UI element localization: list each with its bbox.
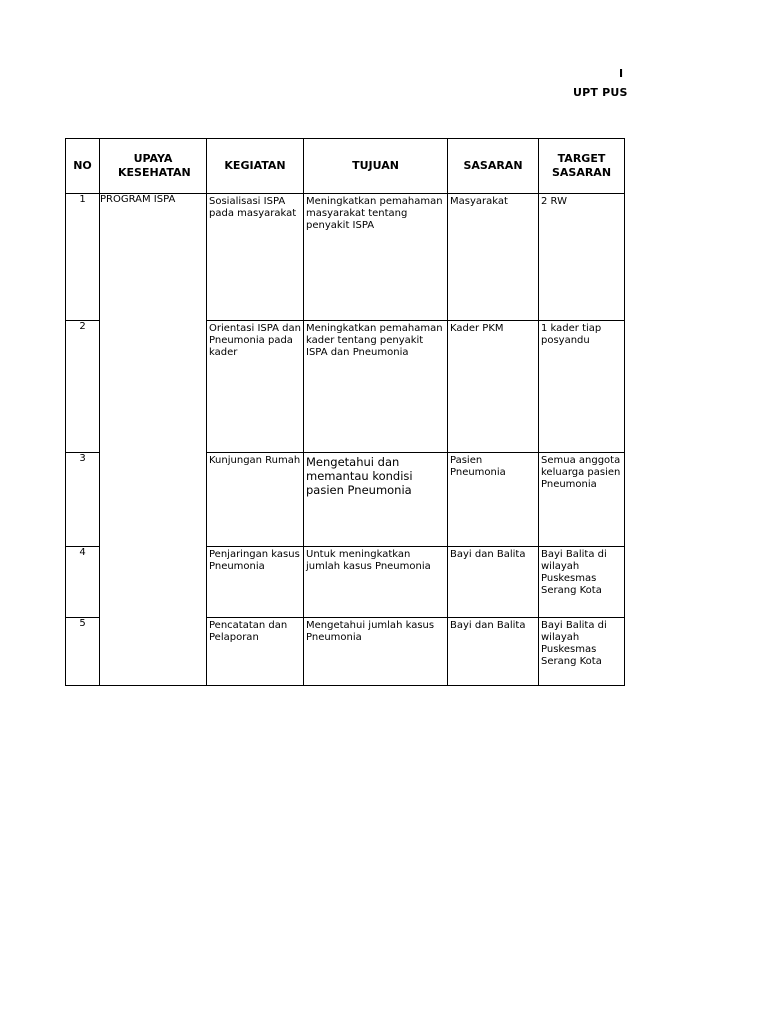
col-header-target-label: TARGET SASARAN xyxy=(551,152,612,179)
tujuan-text: Mengetahui dan memantau kondisi pasien Pneumonia xyxy=(306,455,413,497)
tujuan-text: Meningkatkan pemahaman kader tentang penyakit ISPA dan Pneumonia xyxy=(306,323,443,358)
sasaran-cell xyxy=(448,194,539,321)
row-number: 5 xyxy=(66,618,100,686)
row-number: 2 xyxy=(66,321,100,453)
kegiatan-cell xyxy=(207,453,304,547)
table-header-row xyxy=(66,139,625,194)
table-row xyxy=(66,194,625,321)
tujuan-cell xyxy=(304,547,448,618)
col-header-tujuan: TUJUAN xyxy=(304,139,448,194)
sasaran-text: Bayi dan Balita xyxy=(450,620,526,631)
tujuan-text: Mengetahui jumlah kasus Pneumonia xyxy=(306,620,435,643)
kegiatan-cell xyxy=(207,194,304,321)
kegiatan-cell xyxy=(207,618,304,686)
tujuan-text: Meningkatkan pemahaman masyarakat tentang penyakit ISPA xyxy=(306,196,443,231)
target-text: 2 RW xyxy=(541,196,567,207)
target-text: 1 kader tiap posyandu xyxy=(541,323,602,346)
tujuan-cell xyxy=(304,453,448,547)
target-cell xyxy=(539,453,625,547)
target-cell xyxy=(539,194,625,321)
tujuan-cell xyxy=(304,194,448,321)
tujuan-text: Untuk meningkatkan jumlah kasus Pneumonia xyxy=(306,549,431,572)
kegiatan-text: Penjaringan kasus Pneumonia xyxy=(209,549,300,572)
sasaran-text: Masyarakat xyxy=(450,196,508,207)
kegiatan-text: Pencatatan dan Pelaporan xyxy=(209,620,288,643)
tujuan-cell xyxy=(304,321,448,453)
sasaran-cell xyxy=(448,453,539,547)
program-table xyxy=(65,138,625,686)
kegiatan-cell xyxy=(207,321,304,453)
tujuan-cell xyxy=(304,618,448,686)
target-text: Bayi Balita di wilayah Puskesmas Serang Kota xyxy=(541,549,607,596)
program-name: PROGRAM ISPA xyxy=(100,194,207,686)
target-cell xyxy=(539,547,625,618)
target-cell xyxy=(539,618,625,686)
col-header-kegiatan: KEGIATAN xyxy=(207,139,304,194)
col-header-sasaran: SASARAN xyxy=(448,139,539,194)
target-cell xyxy=(539,321,625,453)
col-header-upaya xyxy=(100,139,207,194)
kegiatan-cell xyxy=(207,547,304,618)
target-text: Bayi Balita di wilayah Puskesmas Serang Kota xyxy=(541,620,607,667)
sasaran-text: Bayi dan Balita xyxy=(450,549,526,560)
row-number: 3 xyxy=(66,453,100,547)
sasaran-cell xyxy=(448,618,539,686)
col-header-no: NO xyxy=(66,139,100,194)
sasaran-text: Pasien Pneumonia xyxy=(450,455,506,478)
kegiatan-text: Kunjungan Rumah xyxy=(209,455,301,466)
sasaran-cell xyxy=(448,547,539,618)
row-number: 1 xyxy=(66,194,100,321)
kegiatan-text: Orientasi ISPA dan Pneumonia pada kader xyxy=(209,323,301,358)
sasaran-text: Kader PKM xyxy=(450,323,504,334)
col-header-upaya-label: UPAYA KESEHATAN xyxy=(118,152,191,179)
sasaran-cell xyxy=(448,321,539,453)
target-text: Semua anggota keluarga pasien Pneumonia xyxy=(541,455,621,490)
row-number: 4 xyxy=(66,547,100,618)
col-header-target xyxy=(539,139,625,194)
kegiatan-text: Sosialisasi ISPA pada masyarakat xyxy=(209,196,297,219)
header-line-1: I xyxy=(619,67,624,80)
header-line-2: UPT PUS xyxy=(573,86,628,99)
